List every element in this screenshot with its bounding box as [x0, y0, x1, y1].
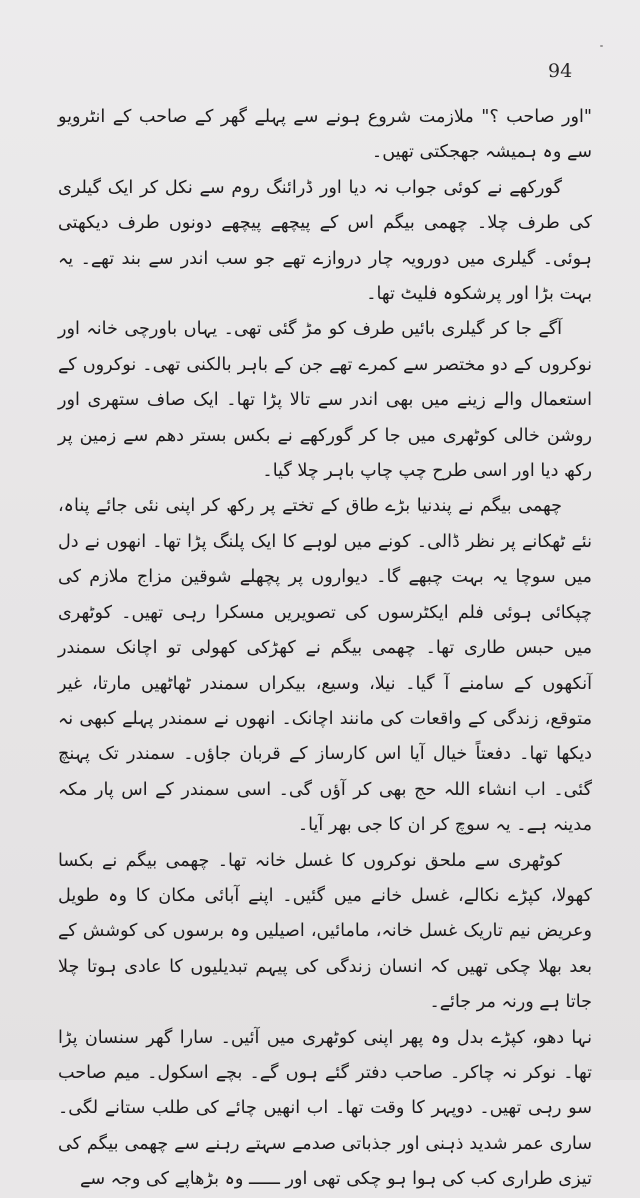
- paragraph: نہا دھو، کپڑے بدل وہ پھر اپنی کوٹھری میں آئیں۔ سارا گھر سنسان پڑا تھا۔ نوکر نہ چاکر۔ صاحب دفتر گئے ہوں گے۔ بچے اسکول۔ میم صاحب سو رہی تھیں۔ دوپہر کا وقت تھا۔ اب انھیں چائے کی طلب ستانے لگی۔ ساری عمر شدید ذہنی اور جذباتی صدمے سہتے رہنے سے چھمی بیگم کی تیزی طراری کب کی ہوا ہو چکی تھی اور ــــــ وہ بڑھاپے کی وجہ سے: [58, 1027, 592, 1190]
- page-text: [58, 100, 592, 1198]
- paper-speck: [600, 45, 603, 47]
- paragraph: آگے جا کر گیلری بائیں طرف کو مڑ گئی تھی۔ یہاں باورچی خانہ اور نوکروں کے دو مختصر سے کمرے تھے جن کے باہر بالکنی تھی۔ نوکروں کے استعمال والے زینے میں بھی اندر سے تالا پڑا تھا۔ ایک صاف ستھری اور روشن خالی کوٹھری میں جا کر گورکھے نے بکس بستر دھم سے زمین پر رکھ دیا اور اسی طرح چپ چاپ باہر چلا گیا۔: [58, 319, 592, 482]
- paragraph: کوٹھری سے ملحق نوکروں کا غسل خانہ تھا۔ چھمی بیگم نے بکسا کھولا، کپڑے نکالے، غسل خانے میں گئیں۔ اپنے آبائی مکان کا وہ طویل وعریض نیم تاریک غسل خانہ، مامائیں، اصیلیں وہ برسوں کی کوشش کے بعد بھلا چکی تھیں کہ انسان زندگی کی پیہم تبدیلیوں کا عادی ہوتا چلا جاتا ہے ورنہ مر جائے۔: [58, 850, 592, 1013]
- page-number: 94: [548, 60, 573, 82]
- paragraph: چھمی بیگم نے پندنیا بڑے طاق کے تختے پر رکھ کر اپنی نئی جائے پناہ، نئے ٹھکانے پر نظر ڈالی۔ کونے میں لوہے کا ایک پلنگ پڑا تھا۔ انھوں نے دل میں سوچا یہ بہت چبھے گا۔ دیواروں پر پچھلے شوقین مزاج ملازم کی چپکائی ہوئی فلم ایکٹرسوں کی تصویریں مسکرا رہی تھیں۔ کوٹھری میں حبس طاری تھا۔ چھمی بیگم نے کھڑکی کھولی تو اچانک سمندر آنکھوں کے سامنے آ گیا۔ نیلا، وسیع، بیکراں سمندر ٹھاٹھیں مارتا، غیر متوقع، زندگی کے واقعات کی مانند اچانک۔ انھوں نے سمندر پہلے کبھی نہ دیکھا تھا۔ دفعتاً خیال آیا اس کارساز کے قربان جاؤں۔ سمندر تک پہنچ گئی۔ اب انشاء اللہ حج بھی کر آؤں گی۔ اسی سمندر کے اس پار مکہ مدینہ ہے۔ یہ سوچ کر ان کا جی بھر آیا۔: [58, 496, 592, 836]
- paragraph: گورکھے نے کوئی جواب نہ دیا اور ڈرائنگ روم سے نکل کر ایک گیلری کی طرف چلا۔ چھمی بیگم اس کے پیچھے پیچھے دونوں طرف دیکھتی ہوئی۔ گیلری میں دورویہ چار دروازے تھے جو سب اندر سے بند تھے۔ یہ بہت بڑا اور پرشکوہ فلیٹ تھا۔: [58, 177, 592, 305]
- paragraph: "اور صاحب ؟" ملازمت شروع ہونے سے پہلے گھر کے صاحب کے انٹرویو سے وہ ہمیشہ جھجکتی تھیں۔: [58, 107, 592, 163]
